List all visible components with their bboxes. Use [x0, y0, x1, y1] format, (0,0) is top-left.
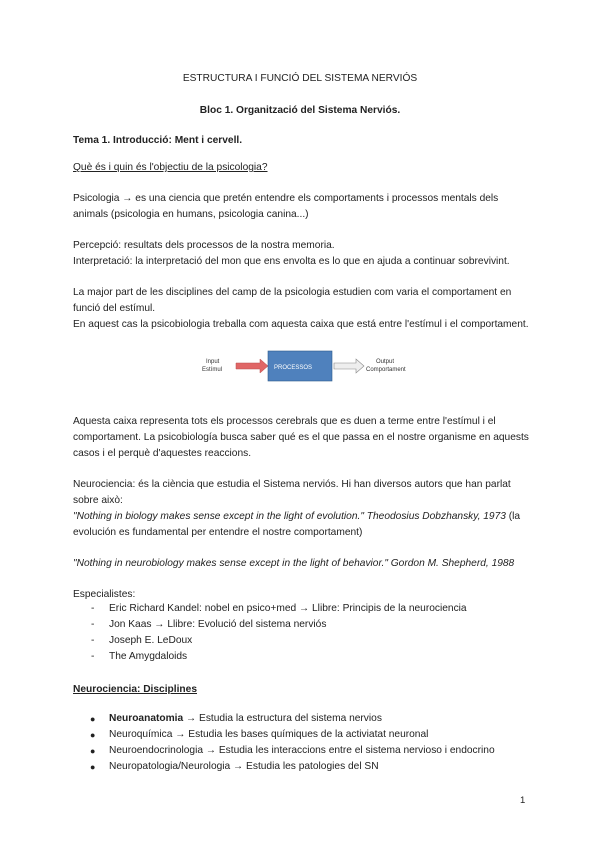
list-dash: - [91, 635, 95, 646]
especialistes-heading: Especialistes: [73, 589, 136, 600]
input-arrow [236, 359, 268, 373]
quote-dobzhansky-text: "Nothing in biology makes sense except in the light of evolution." Theodosius Dobzhansky, 1973 [73, 511, 506, 522]
paragraph-psicologia-line1: Psicologia → es una ciencia que pretén entendre els comportaments i processos mentals dels [73, 193, 499, 204]
list-dash: - [91, 619, 95, 630]
paragraph-neuro-line2: sobre això: [73, 495, 123, 506]
topic-heading: Tema 1. Introducció: Ment i cervell. [73, 135, 243, 146]
discipline-name: Neuroendocrinologia [109, 745, 204, 756]
discipline-desc: → Estudia les patologies del SN [230, 761, 379, 772]
discipline-name: Neuropatologia/Neurologia [109, 761, 231, 772]
list-dash: - [91, 603, 95, 614]
paragraph-interpretacio: Interpretació: la interpretació del mon que ens envolta es lo que en ajuda a continuar sobrevivint. [73, 256, 510, 267]
paragraph-neuro-line1: Neurociencia: és la ciència que estudia el Sistema nerviós. Hi han diversos autors que han parlat [73, 479, 511, 490]
paragraph-major-line3: En aquest cas la psicobiologia treballa com aquesta caixa que está entre l'estímul i el comportament. [73, 319, 529, 330]
list-item: Jon Kaas → Llibre: Evolució del sistema nerviós [109, 619, 327, 630]
discipline-desc: → Estudia les interaccions entre el sistema nervioso i endocrino [203, 745, 495, 756]
list-item: The Amygdaloids [109, 651, 188, 662]
bullet: ● [90, 746, 96, 756]
list-item [109, 713, 382, 724]
list-item [109, 761, 379, 772]
paragraph-major-line1: La major part de les disciplines del camp de la psicologia estudien com varia el comportament en [73, 287, 512, 298]
paragraph-caixa-line1: Aquesta caixa representa tots els processos cerebrals que es duen a terme entre l'estímul i el [73, 416, 496, 427]
disciplines-heading: Neurociencia: Disciplines [73, 684, 197, 695]
paragraph-major-line2: funció del estímul. [73, 303, 156, 314]
discipline-name: Neuroquímica [109, 729, 173, 740]
discipline-desc: → Estudia la estructura del sistema nervios [183, 713, 382, 724]
bullet: ● [90, 730, 96, 740]
list-item: Eric Richard Kandel: nobel en psico+med → Llibre: Principis de la neurociencia [109, 603, 467, 614]
bullet: ● [90, 714, 96, 724]
list-item [109, 729, 428, 740]
list-item: Joseph E. LeDoux [109, 635, 193, 646]
paragraph-psicologia-line2: animals (psicologia en humans, psicologia canina...) [73, 209, 309, 220]
diagram-output-label-2: Comportament [366, 367, 406, 373]
diagram-input-label-2: Estímul [202, 367, 223, 373]
discipline-name: Neuroanatomia [109, 713, 184, 724]
paragraph-caixa-line2: comportament. La psicobiología busca saber qué es el que passa en el nostre organisme en aquests [73, 432, 529, 443]
process-box-label: PROCESSOS [274, 365, 313, 371]
question-heading: Què és i quin és l'objectiu de la psicologia? [73, 162, 268, 173]
list-item [109, 745, 495, 756]
discipline-desc: → Estudia les bases químiques de la activiatat neuronal [172, 729, 429, 740]
bullet: ● [90, 762, 96, 772]
quote-shepherd: "Nothing in neurobiology makes sense except in the light of behavior." Gordon M. Shepherd, 1988 [73, 558, 515, 569]
paragraph-percepcio: Percepció: resultats dels processos de la nostra memoria. [73, 240, 335, 251]
diagram-input-label-1: Input [206, 359, 220, 365]
quote-dobzhansky-note: evolución es fundamental per entendre el nostre comportament) [73, 527, 363, 538]
document-subtitle: Bloc 1. Organització del Sistema Nerviós. [199, 105, 401, 116]
document-title: ESTRUCTURA I FUNCIÓ DEL SISTEMA NERVIÓS [182, 73, 418, 84]
output-arrow [334, 359, 364, 373]
paragraph-caixa-line3: casos i el perquè d'aquestes reaccions. [73, 448, 252, 459]
quote-dobzhansky-tail: (la [505, 511, 521, 522]
diagram-output-label-1: Output [376, 359, 395, 365]
page-number: 1 [520, 795, 526, 806]
process-diagram [198, 349, 406, 389]
quote-dobzhansky [73, 509, 520, 525]
list-dash: - [91, 651, 95, 662]
